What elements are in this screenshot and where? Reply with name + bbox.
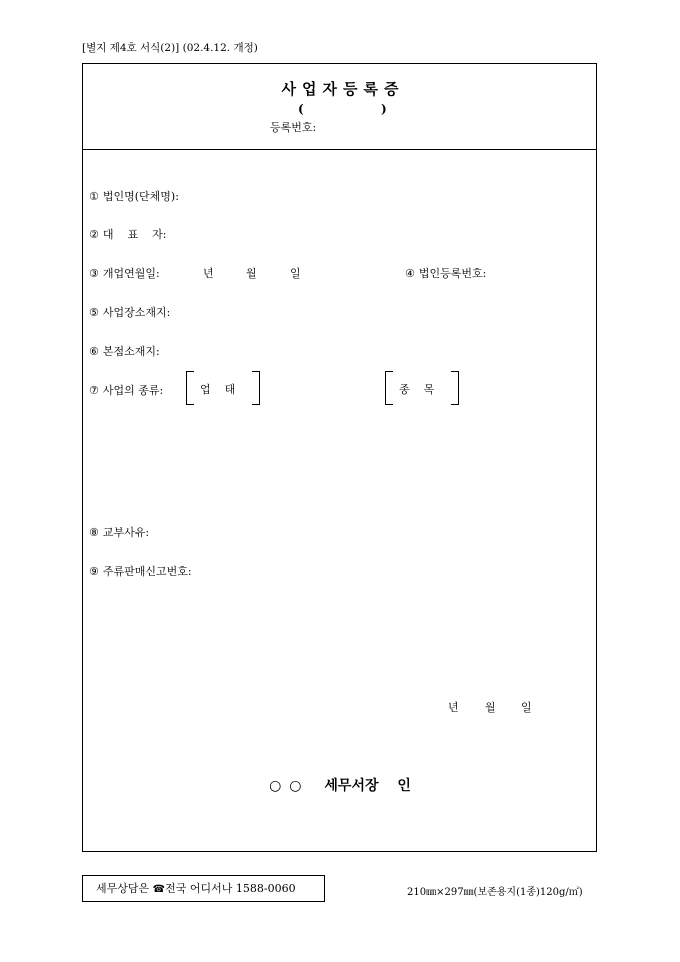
issue-day-label: 일 <box>521 701 532 714</box>
field-corporate-reg-number <box>405 265 486 281</box>
opening-year-label: 년 <box>203 267 214 280</box>
issue-month-label: 월 <box>485 701 496 714</box>
field-representative <box>89 226 166 242</box>
field-label: 대 표 자: <box>102 228 167 241</box>
field-label: 법인명(단체명): <box>102 190 179 203</box>
field-liquor-sales-number <box>89 563 192 579</box>
office-circle-2: ○ <box>289 778 302 794</box>
opening-day-label: 일 <box>290 267 301 280</box>
form-header-label: [별지 제4호 서식(2)] (02.4.12. 개정) <box>82 42 258 54</box>
field-number: ④ <box>405 267 415 280</box>
paren-open: ( <box>298 102 304 116</box>
registration-number-label: 등록번호: <box>270 121 317 134</box>
tax-office-signature <box>0 775 680 795</box>
consult-text: 세무상담은 <box>96 882 150 895</box>
field-number: ② <box>89 228 99 241</box>
office-title: 세무서장 <box>324 778 379 794</box>
field-number: ③ <box>89 267 99 280</box>
field-number: ⑤ <box>89 306 99 319</box>
paper-spec: 210㎜×297㎜(보존용지(1종)120g/㎡) <box>407 887 583 898</box>
certificate-frame <box>82 63 597 852</box>
field-opening-date <box>89 265 160 281</box>
field-business-kind <box>89 382 163 398</box>
opening-month-label: 월 <box>246 267 257 280</box>
field-number: ⑨ <box>89 565 99 578</box>
title-divider <box>82 149 597 150</box>
field-label: 교부사유: <box>102 526 150 539</box>
field-corporate-name <box>89 188 179 204</box>
field-head-office-address <box>89 343 160 359</box>
field-label: 주류판매신고번호: <box>102 565 192 578</box>
phone-icon: ☎ <box>152 884 166 895</box>
field-issue-reason <box>89 524 149 540</box>
business-item-label: 종 목 <box>399 383 435 396</box>
field-label: 본점소재지: <box>102 345 160 358</box>
field-business-address <box>89 304 170 320</box>
certificate-title: 사업자등록증 <box>281 80 405 98</box>
business-type-label: 업 태 <box>200 383 236 396</box>
field-number: ⑦ <box>89 384 99 397</box>
field-number: ⑥ <box>89 345 99 358</box>
field-number: ⑧ <box>89 526 99 539</box>
office-circle-1: ○ <box>269 778 282 794</box>
field-label: 사업의 종류: <box>102 384 164 397</box>
field-number: ① <box>89 190 99 203</box>
field-label: 개업연월일: <box>102 267 160 280</box>
field-label: 사업장소재지: <box>102 306 171 319</box>
paren-close: ) <box>381 102 387 116</box>
tax-consultation-box <box>82 875 325 902</box>
office-seal: 인 <box>397 778 411 794</box>
issue-year-label: 년 <box>448 701 459 714</box>
field-label: 법인등록번호: <box>418 267 487 280</box>
consult-tail: 전국 어디서나 1588-0060 <box>165 882 296 895</box>
